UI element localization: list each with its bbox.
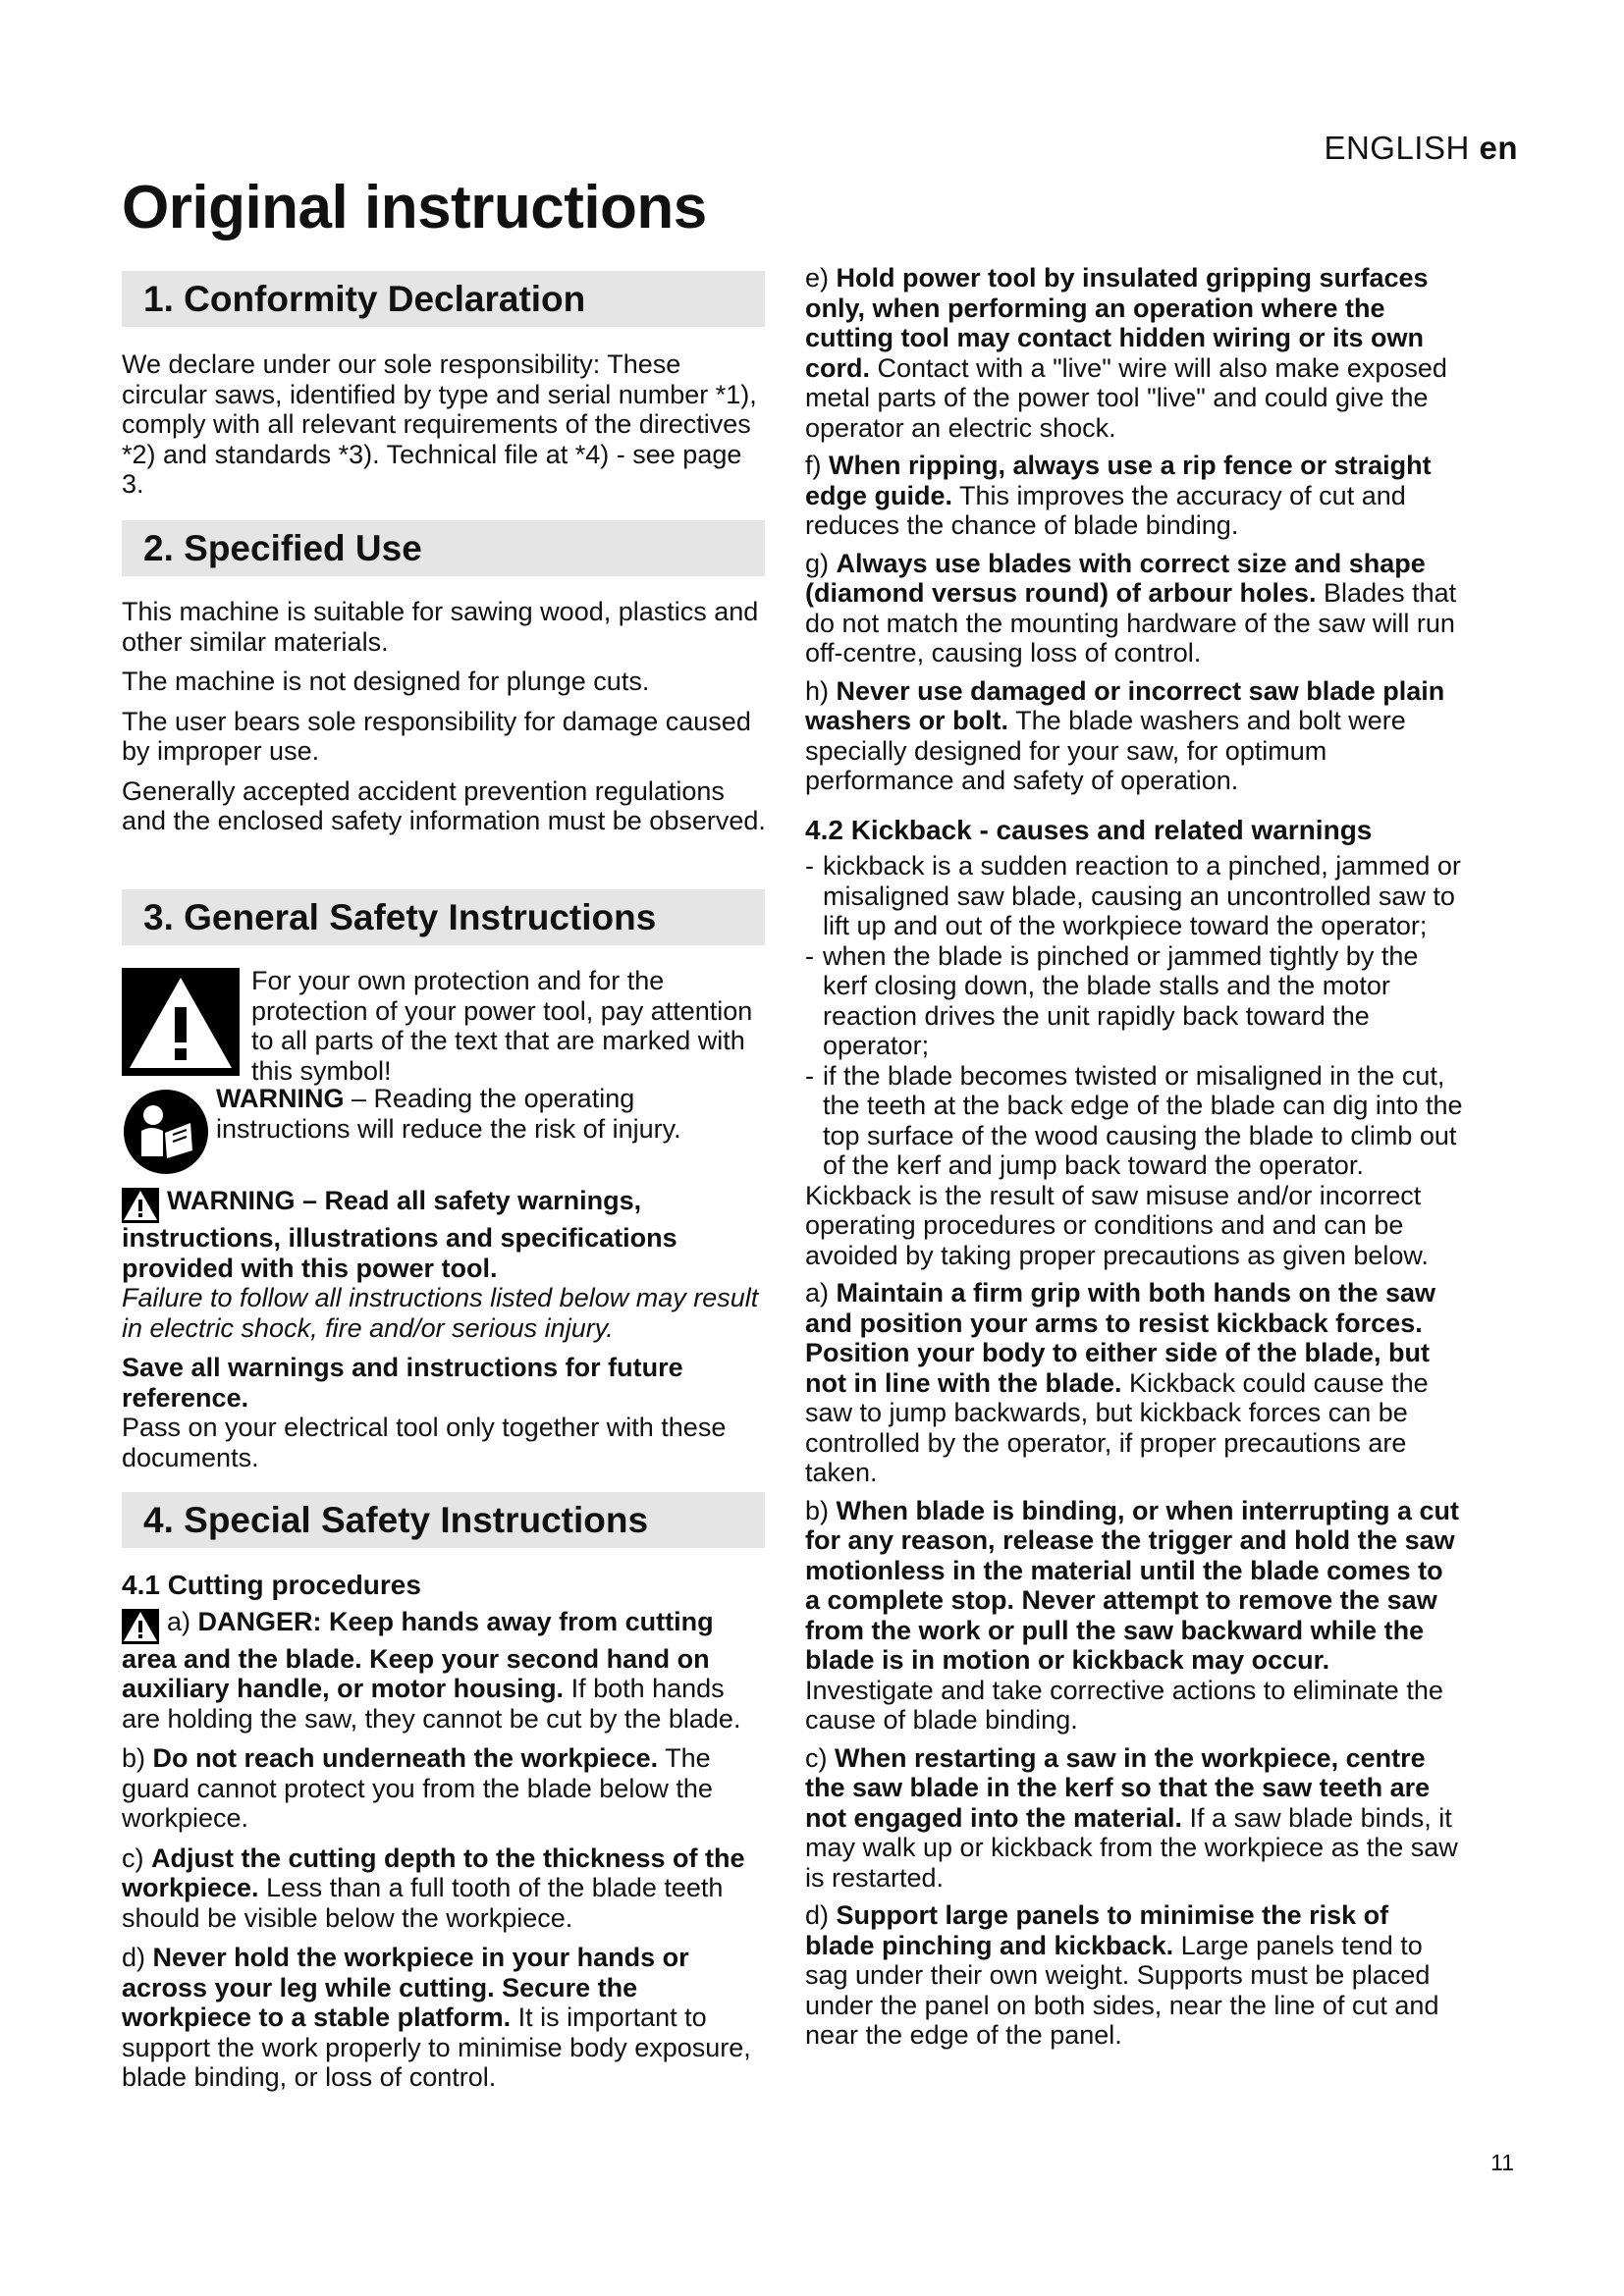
list-item: - if the blade becomes twisted or misaligned in the cut, the teeth at the back edge of the blade can dig into the top surface of the wood causing the blade to climb out of the kerf and jump back toward the operator. — [805, 1061, 1465, 1181]
section-heading-special-safety: 4. Special Safety Instructions — [122, 1492, 765, 1548]
section-heading-conformity: 1. Conformity Declaration — [122, 271, 765, 327]
conformity-text: We declare under our sole responsibility: These circular saws, identified by type and serial number *1), comply with all relevant requirements of the directives *2) and standards *3). Technical file at *4) - see page 3. — [122, 349, 757, 499]
warning-triangle-icon — [122, 1188, 159, 1223]
warning-triangle-icon — [122, 968, 240, 1076]
danger-triangle-icon — [122, 1609, 159, 1644]
kickback-causes-list — [805, 851, 1465, 1181]
specified-use-text: This machine is suitable for sawing wood, plastics and other similar materials. The machine is not designed for plunge cuts. The user bears sole responsibility for damage caused by improper use. Generally accepted accident prevention regulations and the enclosed safety information must be observed. — [122, 597, 766, 835]
list-item: - when the blade is pinched or jammed tightly by the kerf closing down, the blade stalls and the motor reaction drives the unit rapidly back toward the operator; — [805, 941, 1465, 1061]
page-number: 11 — [1490, 2150, 1514, 2175]
special-safety-block: 4.1 Cutting procedures a) DANGER: Keep hands away from cutting area and the blade. Keep your second hand on auxiliary handle, or motor housing. If both hands are holding the saw, they cannot be cut by the blade. b) Do not reach underneath the workpiece. The guard cannot protect you from the blade below the workpiece. c) Adjust the cutting depth to the thickness of the workpiece. Less than a full tooth of the blade teeth should be visible below the workpiece. d) Never hold the workpiece in your hands or across your leg while cutting. Secure the workpiece to a stable platform. It is important to support the work properly to minimise body exposure, blade binding, or loss of control. — [122, 1570, 751, 2092]
read-manual-icon — [122, 1088, 210, 1183]
general-safety-block: For your own protection and for the protection of your power tool, pay attention to all parts of the text that are marked with this symbol! WARNING – Reading the operating instructions will reduce the risk of injury. WARNING – Read all safety warnings, instructions, illustrations and specifications provided with this power tool. Failure to follow all instructions listed below may result in electric shock, fire and/or serious injury. Save all warnings and instructions for future reference. Pass on your electrical tool only together with these documents. — [122, 966, 759, 1472]
page-title: Original instructions — [122, 174, 707, 241]
section-heading-specified-use: 2. Specified Use — [122, 520, 765, 576]
list-item: - kickback is a sudden reaction to a pinched, jammed or misaligned saw blade, causing an uncontrolled saw to lift up and out of the workpiece toward the operator; — [805, 851, 1465, 941]
language-label: ENGLISH en — [1324, 130, 1518, 166]
right-text-block: e) Hold power tool by insulated gripping surfaces only, when performing an operation where the cutting tool may contact hidden wiring or its own cord. Contact with a "live" wire will also make exposed metal parts of the power tool "live" and could give the operator an electric shock. f) When ripping, always use a rip fence or straight edge guide. This improves the accuracy of cut and reduces the chance of blade binding. g) Always use blades with correct size and shape (diamond versus round) of arbour holes. Blades that do not match the mounting hardware of the saw will run off-centre, causing loss of control. h) Never use damaged or incorrect saw blade plain washers or bolt. The blade washers and bolt were specially designed for your saw, for optimum performance and safety of operation. 4.2 Kickback - causes and related warnings - kickback is a sudden reaction to a pinched, jammed or misaligned saw blade, causing an uncontrolled saw to lift up and out of the workpiece toward the operator; - when the blade is pinched or jammed tightly by the kerf closing down, the blade stalls and the motor reaction drives the unit rapidly back toward the operator; - if the blade becomes twisted or misaligned in the cut, the teeth at the back edge of the blade can dig into the top surface of the wood causing the blade to climb out of the kerf and jump back toward the operator. Kickback is the result of saw misuse and/or incorrect operating procedures or conditions and and can be avoided by taking proper precautions as given below. a) Maintain a firm grip with both hands on the saw and position your arms to resist kickback forces. Position your body to either side of the blade, but not in line with the blade. Kickback could cause the saw to jump backwards, but kickback forces can be controlled by the operator, if proper precautions are taken. b) When blade is binding, or when interrupting a cut for any reason, release the trigger and hold the saw motionless in the material until the blade comes to a complete stop. Never attempt to remove the saw from the work or pull the saw backward while the blade is in motion or kickback may occur. Investigate and take corrective actions to eliminate the cause of blade binding. c) When restarting a saw in the workpiece, centre the saw blade in the kerf so that the saw teeth are not engaged into the material. If a saw blade binds, it may walk up or kickback from the workpiece as the saw is restarted. d) Support large panels to minimise the risk of blade pinching and kickback. Large panels tend to sag under their own weight. Supports must be placed under the panel on both sides, near the line of cut and near the edge of the panel. — [805, 263, 1465, 2051]
section-heading-general-safety: 3. General Safety Instructions — [122, 889, 765, 945]
kickback-subheading: 4.2 Kickback - causes and related warnings — [805, 814, 1373, 845]
